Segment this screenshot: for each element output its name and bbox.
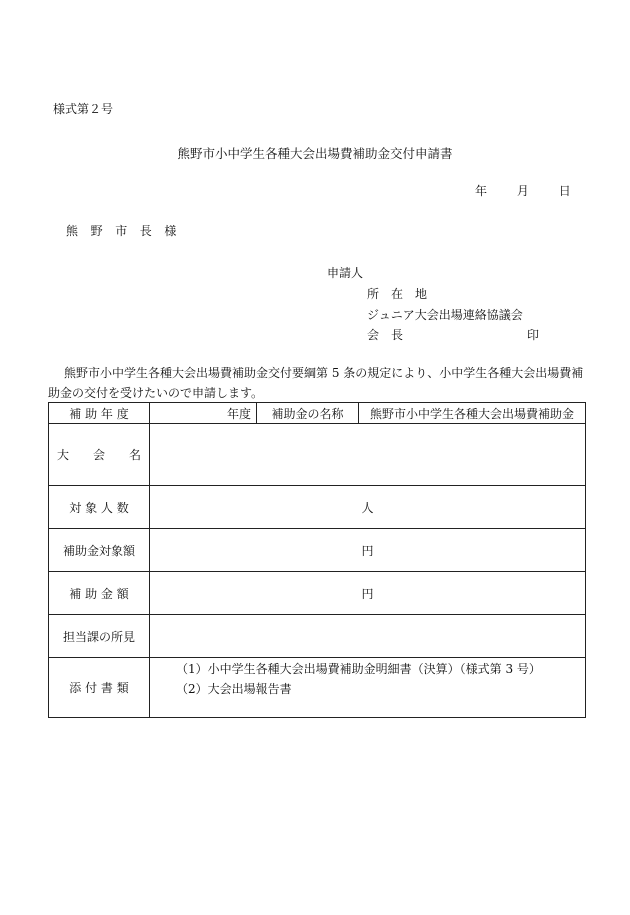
department-opinion-label: 担当課の所見 [49,615,150,658]
participants-field[interactable]: 人 [150,486,586,529]
table-row [49,486,586,529]
department-opinion-field[interactable] [150,615,586,658]
application-table [48,402,586,718]
applicant-label: 申請人 [327,266,364,280]
chair-label: 会 長 [367,328,404,342]
attachment-item-1: （1）小中学生各種大会出場費補助金明細書（決算）（様式第 3 号） [176,662,541,676]
participants-label: 対 象 人 数 [49,486,150,529]
attachment-item-2: （2）大会出場報告書 [176,682,292,696]
organization-name: ジュニア大会出場連絡協議会 [367,308,523,322]
table-row [49,658,586,718]
attachments-label: 添 付 書 類 [49,658,150,718]
tournament-name-label: 大 会 名 [49,424,150,486]
table-row [49,424,586,486]
date-year-label: 年 [475,184,488,198]
subsidy-amount-field[interactable]: 円 [150,572,586,615]
application-statement: 熊野市小中学生各種大会出場費補助金交付要綱第 5 条の規定により、小中学生各種大会出場費補助金の交付を受けたいので申請します。 [48,366,584,400]
fiscal-year-field[interactable]: 年度 [150,403,257,424]
subsidy-name-label: 補助金の名称 [257,403,359,424]
table-row [49,403,586,424]
seal-mark: 印 [527,328,540,342]
fiscal-year-label: 補 助 年 度 [49,403,150,424]
document-title: 熊野市小中学生各種大会出場費補助金交付申請書 [177,146,453,161]
date-day-label: 日 [558,184,571,198]
address-label: 所 在 地 [367,287,428,301]
table-row [49,615,586,658]
form-number: 様式第２号 [53,102,114,116]
date-month-label: 月 [516,184,529,198]
addressee: 熊 野 市 長 様 [66,224,177,238]
tournament-name-field[interactable] [150,424,586,486]
table-row [49,529,586,572]
eligible-amount-field[interactable]: 円 [150,529,586,572]
date-line [472,182,571,199]
subsidy-amount-label: 補 助 金 額 [49,572,150,615]
table-row [49,572,586,615]
eligible-amount-label: 補助金対象額 [49,529,150,572]
subsidy-name-value: 熊野市小中学生各種大会出場費補助金 [359,403,586,424]
attachments-cell [150,658,586,718]
